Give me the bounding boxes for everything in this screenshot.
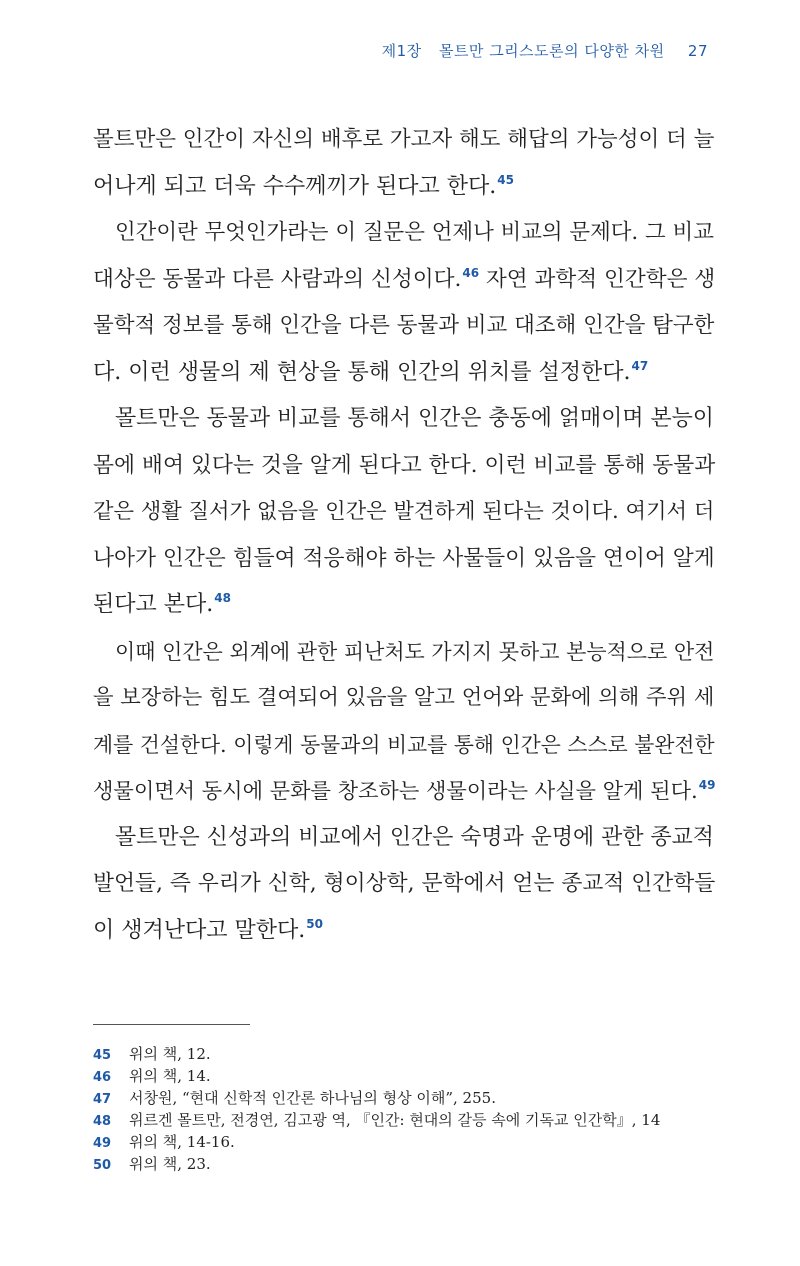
text-line xyxy=(93,908,715,955)
chapter-title: 몰트만 그리스도론의 다양한 차원 xyxy=(438,42,665,60)
footnote-text: 위르겐 몰트만, 전경연, 김고광 역, 『인간: 현대의 갈등 속에 기독교 인간학』, 14 xyxy=(129,1111,661,1129)
line-text: 생물이면서 동시에 문화를 창조하는 생물이라는 사실을 알게 된다. xyxy=(93,778,698,803)
footnote-number: 49 xyxy=(93,1136,112,1151)
text-line xyxy=(93,629,715,676)
footnote-number: 45 xyxy=(93,1048,112,1063)
line-text: 발언들, 즉 우리가 신학, 형이상학, 문학에서 얻는 종교적 인간학들 xyxy=(93,871,716,896)
paragraph xyxy=(93,117,715,210)
text-line xyxy=(93,396,715,443)
line-text: 물학적 정보를 통해 인간을 다른 동물과 비교 대조해 인간을 탐구한 xyxy=(93,313,715,338)
footnote-ref[interactable]: 47 xyxy=(631,358,649,373)
line-text: 된다고 본다. xyxy=(93,592,214,617)
line-text: 다. 이런 생물의 제 현상을 통해 인간의 위치를 설정한다. xyxy=(93,359,631,385)
footnote-item xyxy=(93,1131,733,1153)
text-line xyxy=(93,489,715,536)
text-line xyxy=(93,443,715,490)
text-line xyxy=(93,536,715,583)
line-text: 인간이란 무엇인가라는 이 질문은 언제나 비교의 문제다. 그 비교 xyxy=(115,220,714,245)
footnote-number: 46 xyxy=(93,1070,112,1085)
text-line xyxy=(93,861,715,908)
text-line xyxy=(93,210,715,257)
text-line xyxy=(93,815,715,862)
text-line xyxy=(93,722,715,769)
footnote-number: 48 xyxy=(93,1114,112,1129)
footnotes-list xyxy=(93,1043,733,1175)
footnote-text: 서창원, “현대 신학적 인간론 하나님의 형상 이해”, 255. xyxy=(129,1089,496,1107)
chapter-label: 제1장 xyxy=(381,42,422,60)
text-line xyxy=(93,303,715,350)
text-line xyxy=(93,350,715,397)
line-text: 계를 건설한다. 이렇게 동물과의 비교를 통해 인간은 스스로 불완전한 xyxy=(93,732,715,757)
footnote-item xyxy=(93,1087,733,1109)
line-text: 몸에 배여 있다는 것을 알게 된다고 한다. 이런 비교를 통해 동물과 xyxy=(93,452,716,478)
text-line xyxy=(93,675,715,722)
text-line xyxy=(93,768,715,815)
paragraph xyxy=(93,396,715,629)
page-number: 27 xyxy=(687,42,708,60)
line-text: 몰트만은 인간이 자신의 배후로 가고자 해도 해답의 가능성이 더 늘 xyxy=(93,127,715,152)
line-text: 어나게 되고 더욱 수수께끼가 된다고 한다. xyxy=(93,173,497,199)
paragraph xyxy=(93,629,715,815)
footnote-item xyxy=(93,1153,733,1175)
line-text: 나아가 인간은 힘들여 적응해야 하는 사물들이 있음을 연이어 알게 xyxy=(93,545,715,571)
line-text: 몰트만은 신성과의 비교에서 인간은 숙명과 운명에 관한 종교적 xyxy=(115,824,714,850)
text-line xyxy=(93,164,715,211)
footnote-text: 위의 책, 12. xyxy=(129,1045,211,1063)
footnote-text: 위의 책, 14-16. xyxy=(129,1133,235,1151)
paragraph xyxy=(93,815,715,955)
paragraph xyxy=(93,210,715,396)
line-text: 같은 생활 질서가 없음을 인간은 발견하게 된다는 것이다. 여기서 더 xyxy=(93,499,715,524)
footnote-divider xyxy=(93,1024,250,1025)
footnote-ref[interactable]: 49 xyxy=(698,778,716,792)
footnote-text: 위의 책, 14. xyxy=(129,1067,211,1085)
text-line xyxy=(93,257,715,304)
footnote-text: 위의 책, 23. xyxy=(129,1155,211,1173)
body-text xyxy=(93,117,715,954)
line-text: 을 보장하는 힘도 결여되어 있음을 알고 언어와 문화에 의해 주위 세 xyxy=(93,685,715,710)
running-header xyxy=(382,40,708,61)
footnote-number: 47 xyxy=(93,1092,112,1107)
line-text: 이때 인간은 외계에 관한 피난처도 가지지 못하고 본능적으로 안전 xyxy=(115,639,715,664)
line-text: 몰트만은 동물과 비교를 통해서 인간은 충동에 얽매이며 본능이 xyxy=(115,406,714,431)
line-text: 이 생겨난다고 말한다. xyxy=(93,917,306,943)
text-line xyxy=(93,582,715,629)
footnote-item xyxy=(93,1109,733,1131)
footnote-ref[interactable]: 50 xyxy=(306,916,323,931)
footnote-item xyxy=(93,1065,733,1087)
line-text: 자연 과학적 인간학은 생 xyxy=(479,266,716,292)
text-line xyxy=(93,117,715,164)
footnote-ref[interactable]: 45 xyxy=(497,172,514,187)
footnote-number: 50 xyxy=(93,1158,112,1173)
footnote-ref[interactable]: 46 xyxy=(462,265,480,280)
footnote-ref[interactable]: 48 xyxy=(214,591,231,605)
line-text: 대상은 동물과 다른 사람과의 신성이다. xyxy=(93,266,462,292)
footnote-item xyxy=(93,1043,733,1065)
